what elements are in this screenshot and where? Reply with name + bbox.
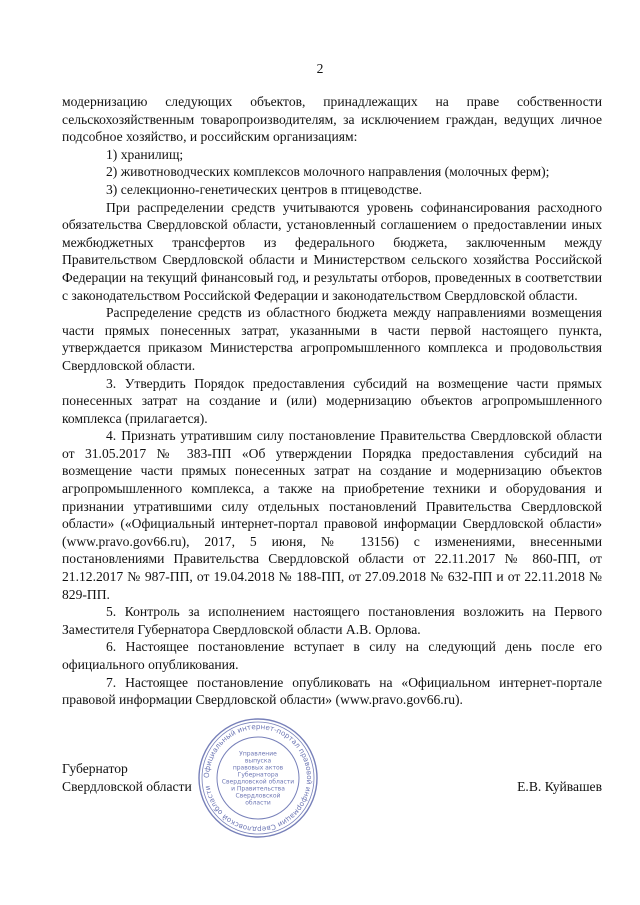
- document-body: [62, 93, 602, 709]
- stamp-inner-line: Управление: [239, 750, 277, 758]
- stamp-inner-line: Губернатора: [237, 771, 279, 779]
- stamp-inner-line: Свердловской: [235, 792, 281, 800]
- paragraph: 5. Контроль за исполнением настоящего постановления возложить на Первого Заместителя Губернатора Свердловской области А.В. Орлова.: [62, 604, 602, 637]
- stamp-inner-line: Свердловской области: [221, 778, 295, 786]
- stamp-inner-line: выпуска: [244, 757, 272, 765]
- signatory-title: Губернатор: [62, 761, 128, 776]
- official-stamp: [196, 716, 320, 840]
- stamp-seal-icon: [196, 716, 320, 840]
- paragraph: При распределении средств учитываются уровень софинансирования расходного обязательства Свердловской области, установленный соглашением о предоставлении иных межбюджетных трансфертов из федерального бюджета, заключенным между Правительством Свердловской области и Министерством сельского хозяйства Российской Федерации на текущий финансовый год, и результаты отборов, проведенных в соответствии с законодательством Российской Федерации и законодательством Свердловской области.: [62, 199, 602, 303]
- stamp-inner-line: правовых актов: [232, 764, 284, 772]
- signature-block: [62, 757, 602, 795]
- list-item: 3) селекционно-генетических центров в птицеводстве.: [106, 181, 422, 197]
- signatory-name: Е.В. Куйвашев: [517, 778, 602, 794]
- page-number: 2: [316, 61, 324, 76]
- svg-text:Официальный интернет-портал пр: Официальный интернет-портал правовой информации Свердловской области: [201, 721, 315, 835]
- paragraph: 4. Признать утратившим силу постановление Правительства Свердловской области от 31.05.2017 № 383-ПП «Об утверждении Порядка предоставления субсидий на возмещение части прямых понесенных затрат на создание и модернизацию объектов агропромышленного комплекса, а также на приобретение техники и оборудования и признании утратившими силу отдельных постановлений Правительства Свердловской области» («Официальный интернет-портал правовой информации Свердловской области» (www.pravo.gov66.ru), 2017, 5 июня, № 13156) с изменениями, внесенными постановлениями Правительства Свердловской области от 22.11.2017 № 860-ПП, от 21.12.2017 № 987-ПП, от 19.04.2018 № 188-ПП, от 27.09.2018 № 632-ПП и от 22.11.2018 № 829-ПП.: [62, 428, 602, 602]
- paragraph: 6. Настоящее постановление вступает в силу на следующий день после его официального опубликования.: [62, 639, 602, 672]
- paragraph: 7. Настоящее постановление опубликовать на «Официальном интернет-портале правовой информации Свердловской области» (www.pravo.gov66.ru).: [62, 674, 602, 708]
- paragraph: 3. Утвердить Порядок предоставления субсидий на возмещение части прямых понесенных затрат на создание и (или) модернизацию объектов агропромышленного комплекса (прилагается).: [62, 375, 602, 426]
- stamp-inner-line: и Правительства: [231, 785, 285, 793]
- list-item: 2) животноводческих комплексов молочного направления (молочных ферм);: [106, 164, 550, 180]
- stamp-inner-line: области: [245, 799, 271, 807]
- signatory-region: Свердловской области: [62, 778, 192, 794]
- paragraph: модернизацию следующих объектов, принадлежащих на праве собственности сельскохозяйственным товаропроизводителям, за исключением граждан, ведущих личное подсобное хозяйство, и российским организациям:: [62, 94, 602, 145]
- list-item: 1) хранилищ;: [106, 146, 184, 162]
- paragraph: Распределение средств из областного бюджета между направлениями возмещения части прямых понесенных затрат, указанными в части первой настоящего пункта, утверждается приказом Министерства агропромышленного комплекса и продовольствия Свердловской области.: [62, 305, 602, 373]
